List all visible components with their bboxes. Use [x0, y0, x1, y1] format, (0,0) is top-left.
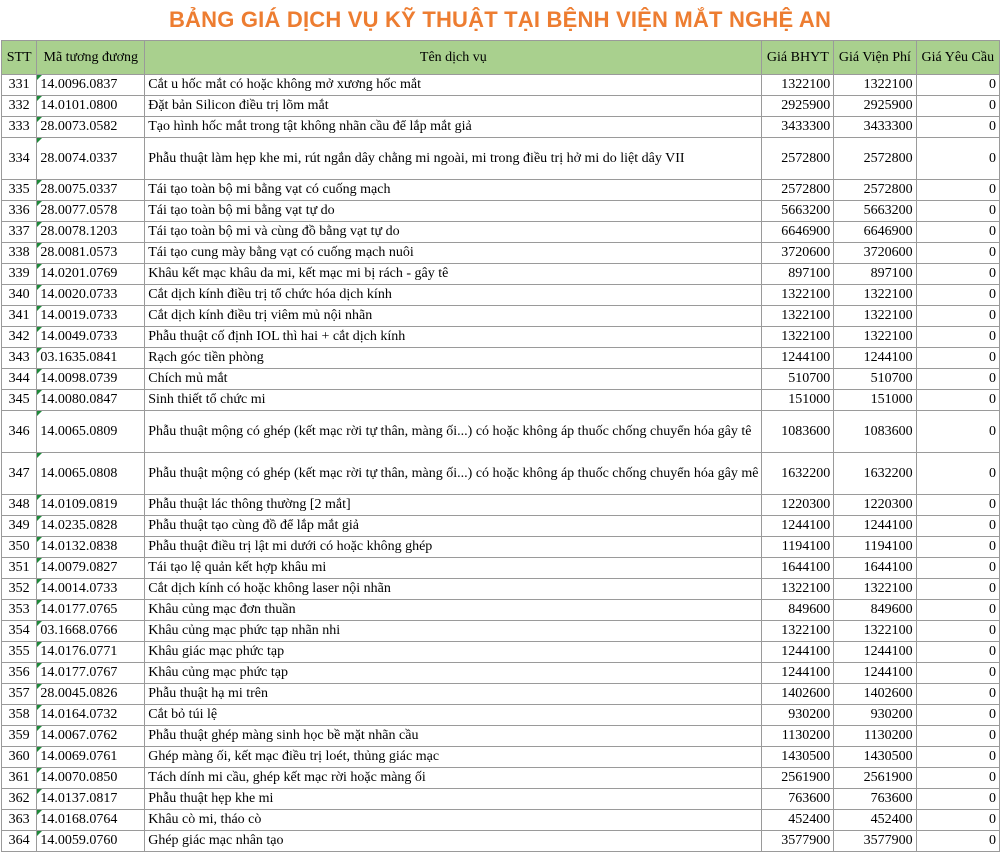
code-cell[interactable]: 14.0176.0771: [37, 642, 145, 663]
stt-cell[interactable]: 333: [2, 117, 37, 138]
stt-cell[interactable]: 360: [2, 747, 37, 768]
price-bhyt-cell[interactable]: 930200: [762, 705, 834, 726]
table-row: [2, 831, 1000, 852]
stt-cell[interactable]: 346: [2, 411, 37, 453]
price-hospital-cell[interactable]: 2561900: [834, 768, 916, 789]
table-row: [2, 663, 1000, 684]
header-row: [2, 41, 1000, 75]
price-hospital-cell[interactable]: 1130200: [834, 726, 916, 747]
table-row: [2, 327, 1000, 348]
price-hospital-cell[interactable]: 1644100: [834, 558, 916, 579]
service-name-cell[interactable]: Ghép giác mạc nhân tạo: [145, 831, 762, 852]
price-request-cell[interactable]: 0: [916, 117, 999, 138]
code-cell[interactable]: 28.0078.1203: [37, 222, 145, 243]
table-row: [2, 180, 1000, 201]
service-name-cell[interactable]: Cắt dịch kính điều trị viêm mủ nội nhãn: [145, 306, 762, 327]
price-hospital-cell[interactable]: 2572800: [834, 180, 916, 201]
stt-cell[interactable]: 355: [2, 642, 37, 663]
code-cell[interactable]: 14.0168.0764: [37, 810, 145, 831]
table-row: [2, 705, 1000, 726]
price-request-cell[interactable]: 0: [916, 327, 999, 348]
price-bhyt-cell[interactable]: 452400: [762, 810, 834, 831]
code-cell[interactable]: 14.0065.0808: [37, 453, 145, 495]
table-body: [2, 75, 1000, 852]
stt-cell[interactable]: 358: [2, 705, 37, 726]
price-bhyt-cell[interactable]: 2572800: [762, 180, 834, 201]
service-name-cell[interactable]: Phẫu thuật làm hẹp khe mi, rút ngắn dây chằng mi ngoài, mi trong điều trị hở mi do liệt dây VII: [145, 138, 762, 180]
price-hospital-cell[interactable]: 1430500: [834, 747, 916, 768]
code-cell[interactable]: 14.0059.0760: [37, 831, 145, 852]
price-hospital-cell[interactable]: 763600: [834, 789, 916, 810]
service-name-cell[interactable]: Phẫu thuật ghép màng sinh học bề mặt nhãn cầu: [145, 726, 762, 747]
price-bhyt-cell[interactable]: 1322100: [762, 621, 834, 642]
stt-cell[interactable]: 354: [2, 621, 37, 642]
price-request-cell[interactable]: 0: [916, 348, 999, 369]
header-code[interactable]: Mã tương đương: [37, 41, 145, 75]
price-hospital-cell[interactable]: 1244100: [834, 516, 916, 537]
header-service-name[interactable]: Tên dịch vụ: [145, 41, 762, 75]
price-bhyt-cell[interactable]: 3433300: [762, 117, 834, 138]
code-cell[interactable]: 14.0019.0733: [37, 306, 145, 327]
price-request-cell[interactable]: 0: [916, 180, 999, 201]
table-row: [2, 516, 1000, 537]
code-cell[interactable]: 14.0098.0739: [37, 369, 145, 390]
service-name-cell[interactable]: Đặt bản Silicon điều trị lõm mắt: [145, 96, 762, 117]
price-bhyt-cell[interactable]: 897100: [762, 264, 834, 285]
price-hospital-cell[interactable]: 930200: [834, 705, 916, 726]
code-cell[interactable]: 14.0070.0850: [37, 768, 145, 789]
stt-cell[interactable]: 350: [2, 537, 37, 558]
table-row: [2, 789, 1000, 810]
price-bhyt-cell[interactable]: 1430500: [762, 747, 834, 768]
price-hospital-cell[interactable]: 849600: [834, 600, 916, 621]
code-cell[interactable]: 03.1635.0841: [37, 348, 145, 369]
table-row: [2, 768, 1000, 789]
price-request-cell[interactable]: 0: [916, 600, 999, 621]
price-bhyt-cell[interactable]: 1322100: [762, 579, 834, 600]
table-row: [2, 306, 1000, 327]
code-cell[interactable]: 28.0081.0573: [37, 243, 145, 264]
price-hospital-cell[interactable]: 510700: [834, 369, 916, 390]
price-request-cell[interactable]: 0: [916, 663, 999, 684]
stt-cell[interactable]: 341: [2, 306, 37, 327]
price-request-cell[interactable]: 0: [916, 75, 999, 96]
code-cell[interactable]: 14.0067.0762: [37, 726, 145, 747]
code-cell[interactable]: 14.0020.0733: [37, 285, 145, 306]
price-hospital-cell[interactable]: 3720600: [834, 243, 916, 264]
price-hospital-cell[interactable]: 1322100: [834, 306, 916, 327]
price-request-cell[interactable]: 0: [916, 684, 999, 705]
table-row: [2, 642, 1000, 663]
price-request-cell[interactable]: 0: [916, 306, 999, 327]
code-cell[interactable]: 14.0109.0819: [37, 495, 145, 516]
code-cell[interactable]: 14.0137.0817: [37, 789, 145, 810]
price-bhyt-cell[interactable]: 1322100: [762, 285, 834, 306]
price-hospital-cell[interactable]: 1402600: [834, 684, 916, 705]
price-request-cell[interactable]: 0: [916, 96, 999, 117]
service-name-cell[interactable]: Khâu cò mi, tháo cò: [145, 810, 762, 831]
code-cell[interactable]: 14.0069.0761: [37, 747, 145, 768]
table-row: [2, 201, 1000, 222]
price-hospital-cell[interactable]: 1632200: [834, 453, 916, 495]
price-bhyt-cell[interactable]: 763600: [762, 789, 834, 810]
price-bhyt-cell[interactable]: 1244100: [762, 348, 834, 369]
table-row: [2, 243, 1000, 264]
code-cell[interactable]: 14.0101.0800: [37, 96, 145, 117]
price-hospital-cell[interactable]: 5663200: [834, 201, 916, 222]
price-request-cell[interactable]: 0: [916, 768, 999, 789]
price-bhyt-cell[interactable]: 3577900: [762, 831, 834, 852]
price-request-cell[interactable]: 0: [916, 495, 999, 516]
stt-cell[interactable]: 332: [2, 96, 37, 117]
stt-cell[interactable]: 359: [2, 726, 37, 747]
service-name-cell[interactable]: Tái tạo cung mày bằng vạt có cuống mạch nuôi: [145, 243, 762, 264]
service-name-cell[interactable]: Khâu giác mạc phức tạp: [145, 642, 762, 663]
service-name-cell[interactable]: Phẫu thuật hẹp khe mi: [145, 789, 762, 810]
service-name-cell[interactable]: Khâu củng mạc đơn thuần: [145, 600, 762, 621]
code-cell[interactable]: 14.0079.0827: [37, 558, 145, 579]
code-cell[interactable]: 14.0132.0838: [37, 537, 145, 558]
stt-cell[interactable]: 356: [2, 663, 37, 684]
price-request-cell[interactable]: 0: [916, 453, 999, 495]
table-row: [2, 117, 1000, 138]
price-hospital-cell[interactable]: 1244100: [834, 663, 916, 684]
price-hospital-cell[interactable]: 2572800: [834, 138, 916, 180]
service-name-cell[interactable]: Cắt dịch kính có hoặc không laser nội nhãn: [145, 579, 762, 600]
table-row: [2, 348, 1000, 369]
price-hospital-cell[interactable]: 1194100: [834, 537, 916, 558]
stt-cell[interactable]: 347: [2, 453, 37, 495]
stt-cell[interactable]: 349: [2, 516, 37, 537]
service-name-cell[interactable]: Tách dính mi cầu, ghép kết mạc rời hoặc màng ối: [145, 768, 762, 789]
price-request-cell[interactable]: 0: [916, 747, 999, 768]
stt-cell[interactable]: 357: [2, 684, 37, 705]
stt-cell[interactable]: 352: [2, 579, 37, 600]
service-name-cell[interactable]: Phẫu thuật mộng có ghép (kết mạc rời tự thân, màng ối...) có hoặc không áp thuốc chống chuyển hóa gây mê: [145, 453, 762, 495]
price-hospital-cell[interactable]: 1322100: [834, 579, 916, 600]
stt-cell[interactable]: 331: [2, 75, 37, 96]
price-bhyt-cell[interactable]: 1402600: [762, 684, 834, 705]
price-request-cell[interactable]: 0: [916, 558, 999, 579]
price-bhyt-cell[interactable]: 3720600: [762, 243, 834, 264]
price-bhyt-cell[interactable]: 1644100: [762, 558, 834, 579]
price-bhyt-cell[interactable]: 1322100: [762, 306, 834, 327]
price-request-cell[interactable]: 0: [916, 411, 999, 453]
price-request-cell[interactable]: 0: [916, 243, 999, 264]
table-row: [2, 285, 1000, 306]
stt-cell[interactable]: 338: [2, 243, 37, 264]
service-name-cell[interactable]: Phẫu thuật điều trị lật mi dưới có hoặc không ghép: [145, 537, 762, 558]
price-bhyt-cell[interactable]: 1244100: [762, 663, 834, 684]
price-bhyt-cell[interactable]: 2572800: [762, 138, 834, 180]
header-stt[interactable]: STT: [2, 41, 37, 75]
code-cell[interactable]: 14.0049.0733: [37, 327, 145, 348]
price-request-cell[interactable]: 0: [916, 621, 999, 642]
table-row: [2, 75, 1000, 96]
price-request-cell[interactable]: 0: [916, 201, 999, 222]
service-name-cell[interactable]: Tạo hình hốc mắt trong tật không nhãn cầu để lắp mắt giả: [145, 117, 762, 138]
stt-cell[interactable]: 363: [2, 810, 37, 831]
service-name-cell[interactable]: Cắt u hốc mắt có hoặc không mở xương hốc mắt: [145, 75, 762, 96]
stt-cell[interactable]: 337: [2, 222, 37, 243]
price-request-cell[interactable]: 0: [916, 369, 999, 390]
price-request-cell[interactable]: 0: [916, 705, 999, 726]
table-row: [2, 369, 1000, 390]
price-hospital-cell[interactable]: 452400: [834, 810, 916, 831]
price-bhyt-cell[interactable]: 1194100: [762, 537, 834, 558]
price-request-cell[interactable]: 0: [916, 579, 999, 600]
service-name-cell[interactable]: Khâu củng mạc phức tạp nhãn nhi: [145, 621, 762, 642]
price-bhyt-cell[interactable]: 1083600: [762, 411, 834, 453]
table-row: [2, 684, 1000, 705]
stt-cell[interactable]: 361: [2, 768, 37, 789]
service-name-cell[interactable]: Ghép màng ối, kết mạc điều trị loét, thủng giác mạc: [145, 747, 762, 768]
price-bhyt-cell[interactable]: 1632200: [762, 453, 834, 495]
price-bhyt-cell[interactable]: 5663200: [762, 201, 834, 222]
service-name-cell[interactable]: Phẫu thuật cố định IOL thì hai + cắt dịch kính: [145, 327, 762, 348]
price-request-cell[interactable]: 0: [916, 789, 999, 810]
price-table: [1, 40, 1000, 852]
table-row: [2, 537, 1000, 558]
stt-cell[interactable]: 343: [2, 348, 37, 369]
table-row: [2, 390, 1000, 411]
table-row: [2, 600, 1000, 621]
table-row: [2, 222, 1000, 243]
service-name-cell[interactable]: Phẫu thuật tạo cùng đồ để lắp mắt giả: [145, 516, 762, 537]
price-request-cell[interactable]: 0: [916, 516, 999, 537]
price-hospital-cell[interactable]: 1244100: [834, 348, 916, 369]
table-row: [2, 747, 1000, 768]
table-row: [2, 138, 1000, 180]
stt-cell[interactable]: 335: [2, 180, 37, 201]
price-bhyt-cell[interactable]: 1244100: [762, 516, 834, 537]
table-row: [2, 495, 1000, 516]
price-hospital-cell[interactable]: 1083600: [834, 411, 916, 453]
stt-cell[interactable]: 340: [2, 285, 37, 306]
code-cell[interactable]: 28.0073.0582: [37, 117, 145, 138]
service-name-cell[interactable]: Cắt dịch kính điều trị tổ chức hóa dịch kính: [145, 285, 762, 306]
price-bhyt-cell[interactable]: 1220300: [762, 495, 834, 516]
code-cell[interactable]: 28.0045.0826: [37, 684, 145, 705]
code-cell[interactable]: 14.0096.0837: [37, 75, 145, 96]
table-row: [2, 96, 1000, 117]
price-bhyt-cell[interactable]: 6646900: [762, 222, 834, 243]
price-bhyt-cell[interactable]: 510700: [762, 369, 834, 390]
service-name-cell[interactable]: Phẫu thuật hạ mi trên: [145, 684, 762, 705]
price-hospital-cell[interactable]: 1322100: [834, 75, 916, 96]
stt-cell[interactable]: 342: [2, 327, 37, 348]
price-request-cell[interactable]: 0: [916, 138, 999, 180]
price-request-cell[interactable]: 0: [916, 222, 999, 243]
table-row: [2, 411, 1000, 453]
price-request-cell[interactable]: 0: [916, 726, 999, 747]
stt-cell[interactable]: 351: [2, 558, 37, 579]
table-row: [2, 558, 1000, 579]
price-request-cell[interactable]: 0: [916, 264, 999, 285]
service-name-cell[interactable]: Sinh thiết tổ chức mi: [145, 390, 762, 411]
code-cell[interactable]: 14.0177.0767: [37, 663, 145, 684]
price-hospital-cell[interactable]: 897100: [834, 264, 916, 285]
table-row: [2, 579, 1000, 600]
price-bhyt-cell[interactable]: 1130200: [762, 726, 834, 747]
service-name-cell[interactable]: Tái tạo toàn bộ mi và cùng đồ bằng vạt tự do: [145, 222, 762, 243]
price-hospital-cell[interactable]: 1322100: [834, 285, 916, 306]
code-cell[interactable]: 14.0201.0769: [37, 264, 145, 285]
price-hospital-cell[interactable]: 3433300: [834, 117, 916, 138]
stt-cell[interactable]: 348: [2, 495, 37, 516]
price-hospital-cell[interactable]: 1244100: [834, 642, 916, 663]
code-cell[interactable]: 14.0177.0765: [37, 600, 145, 621]
service-name-cell[interactable]: Khâu kết mạc khâu da mi, kết mạc mi bị rách - gây tê: [145, 264, 762, 285]
price-request-cell[interactable]: 0: [916, 831, 999, 852]
price-bhyt-cell[interactable]: 2925900: [762, 96, 834, 117]
price-bhyt-cell[interactable]: 849600: [762, 600, 834, 621]
code-cell[interactable]: 14.0065.0809: [37, 411, 145, 453]
service-name-cell[interactable]: Tái tạo lệ quản kết hợp khâu mi: [145, 558, 762, 579]
service-name-cell[interactable]: Khâu củng mạc phức tạp: [145, 663, 762, 684]
code-cell[interactable]: 28.0074.0337: [37, 138, 145, 180]
service-name-cell[interactable]: Cắt bỏ túi lệ: [145, 705, 762, 726]
code-cell[interactable]: 28.0077.0578: [37, 201, 145, 222]
price-request-cell[interactable]: 0: [916, 642, 999, 663]
code-cell[interactable]: 14.0235.0828: [37, 516, 145, 537]
sheet-title: BẢNG GIÁ DỊCH VỤ KỸ THUẬT TẠI BỆNH VIỆN MẮT NGHỆ AN: [168, 7, 832, 32]
code-cell[interactable]: 14.0080.0847: [37, 390, 145, 411]
service-name-cell[interactable]: Chích mủ mắt: [145, 369, 762, 390]
header-price-request[interactable]: Giá Yêu Cầu: [916, 41, 999, 75]
code-cell[interactable]: 03.1668.0766: [37, 621, 145, 642]
price-hospital-cell[interactable]: 3577900: [834, 831, 916, 852]
service-name-cell[interactable]: Phẫu thuật lác thông thường [2 mắt]: [145, 495, 762, 516]
stt-cell[interactable]: 344: [2, 369, 37, 390]
price-request-cell[interactable]: 0: [916, 390, 999, 411]
price-bhyt-cell[interactable]: 151000: [762, 390, 834, 411]
stt-cell[interactable]: 336: [2, 201, 37, 222]
stt-cell[interactable]: 345: [2, 390, 37, 411]
price-hospital-cell[interactable]: 151000: [834, 390, 916, 411]
service-name-cell[interactable]: Rạch góc tiền phòng: [145, 348, 762, 369]
price-request-cell[interactable]: 0: [916, 285, 999, 306]
price-bhyt-cell[interactable]: 2561900: [762, 768, 834, 789]
price-hospital-cell[interactable]: 2925900: [834, 96, 916, 117]
service-name-cell[interactable]: Tái tạo toàn bộ mi bằng vạt tự do: [145, 201, 762, 222]
price-bhyt-cell[interactable]: 1322100: [762, 75, 834, 96]
code-cell[interactable]: 14.0164.0732: [37, 705, 145, 726]
table-row: [2, 726, 1000, 747]
table-row: [2, 621, 1000, 642]
price-request-cell[interactable]: 0: [916, 537, 999, 558]
table-row: [2, 810, 1000, 831]
price-request-cell[interactable]: 0: [916, 810, 999, 831]
price-hospital-cell[interactable]: 1322100: [834, 621, 916, 642]
price-hospital-cell[interactable]: 1322100: [834, 327, 916, 348]
service-name-cell[interactable]: Tái tạo toàn bộ mi bằng vạt có cuống mạch: [145, 180, 762, 201]
code-cell[interactable]: 14.0014.0733: [37, 579, 145, 600]
table-row: [2, 453, 1000, 495]
code-cell[interactable]: 28.0075.0337: [37, 180, 145, 201]
price-hospital-cell[interactable]: 6646900: [834, 222, 916, 243]
stt-cell[interactable]: 353: [2, 600, 37, 621]
header-price-hospital[interactable]: Giá Viện Phí: [834, 41, 916, 75]
stt-cell[interactable]: 334: [2, 138, 37, 180]
price-bhyt-cell[interactable]: 1322100: [762, 327, 834, 348]
price-bhyt-cell[interactable]: 1244100: [762, 642, 834, 663]
stt-cell[interactable]: 362: [2, 789, 37, 810]
stt-cell[interactable]: 339: [2, 264, 37, 285]
stt-cell[interactable]: 364: [2, 831, 37, 852]
service-name-cell[interactable]: Phẫu thuật mộng có ghép (kết mạc rời tự thân, màng ối...) có hoặc không áp thuốc chống chuyển hóa gây tê: [145, 411, 762, 453]
header-price-bhyt[interactable]: Giá BHYT: [762, 41, 834, 75]
price-hospital-cell[interactable]: 1220300: [834, 495, 916, 516]
table-row: [2, 264, 1000, 285]
